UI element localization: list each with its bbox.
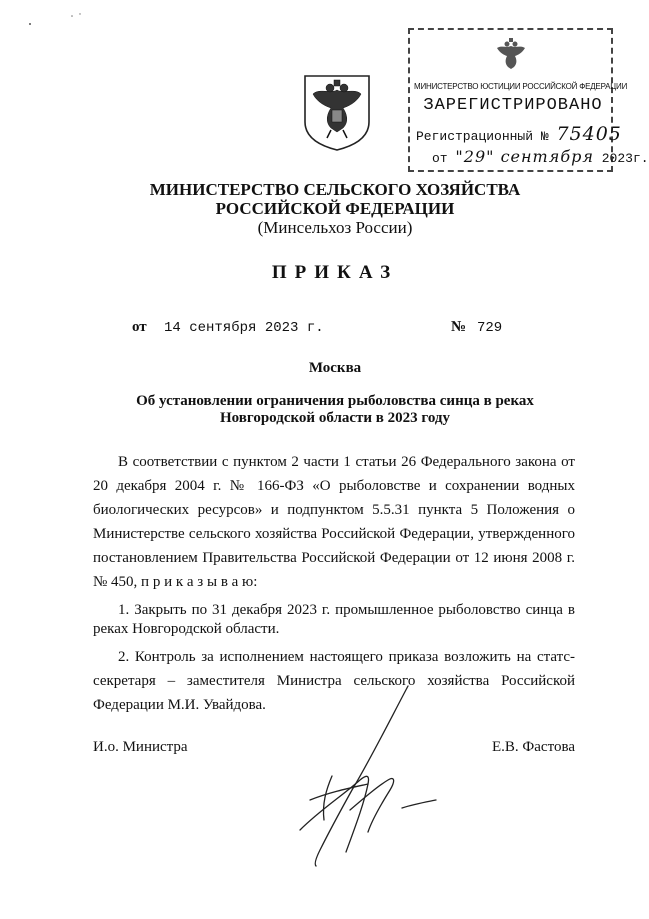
subject-line2: Новгородской области в 2023 году [220,410,450,426]
body-paragraph-preamble: В соответствии с пунктом 2 части 1 статьи 26 Федерального закона от 20 декабря 2004 г. № 166-ФЗ «О рыболовстве и сохранении водных биологических ресурсов» и подпунктом 5.5.31 пункта 5 Положения о Министерстве сельского хозяйства Российской Федерации, утвержденного постановлением Правительства Российской Федерации от 12 июня 2008 г. № 450, п р и к а з ы в а ю: [93,454,575,590]
body-paragraph-item2: 2. Контроль за исполнением настоящего приказа возложить на статс-секретаря – заместителя Министра сельского хозяйства Российской Федерации М.И. Увайдова. [93,649,575,713]
stamp-registration-line [416,123,622,145]
subject-line1: Об установлении ограничения рыболовства синца в реках [136,393,534,409]
ministry-name-line1: МИНИСТЕРСТВО СЕЛЬСКОГО ХОЗЯЙСТВА [149,180,521,199]
ministry-short-name: (Минсельхоз России) [257,218,413,237]
coat-of-arms-emblem [301,72,373,152]
order-number: 729 [477,320,503,336]
stamp-date-prefix: от [432,151,448,166]
stamp-eagle-icon [493,36,529,72]
stamp-title: ЗАРЕГИСТРИРОВАНО [423,96,603,115]
body-paragraph-item1: 1. Закрыть по 31 декабря 2023 г. промышленное рыболовство синца в реках Новгородской области. [93,602,575,637]
order-date: 14 сентября 2023 г. [164,320,324,336]
order-date-label: от [132,319,147,335]
stamp-year: 2023г. [601,151,649,166]
order-number-label: № [451,319,467,335]
order-subject [100,393,570,427]
scan-specks [20,10,90,30]
handwritten-signature [290,680,440,870]
stamp-reg-number: 75405 [556,123,622,145]
signatory-name: Е.В. Фастова [492,739,575,755]
order-body [93,450,575,717]
city: Москва [308,360,362,376]
ministry-header [100,180,570,237]
document-type-title: ПРИКАЗ [271,262,399,283]
stamp-reg-label: Регистрационный № [416,129,549,144]
stamp-organization: МИНИСТЕРСТВО ЮСТИЦИИ РОССИЙСКОЙ ФЕДЕРАЦИИ [414,82,628,91]
stamp-date-handwritten: "29" сентября [455,147,594,166]
ministry-name-line2: РОССИЙСКОЙ ФЕДЕРАЦИИ [215,199,455,218]
signatory-position: И.о. Министра [93,739,188,755]
registration-stamp [408,28,649,172]
stamp-date-line [432,147,649,166]
